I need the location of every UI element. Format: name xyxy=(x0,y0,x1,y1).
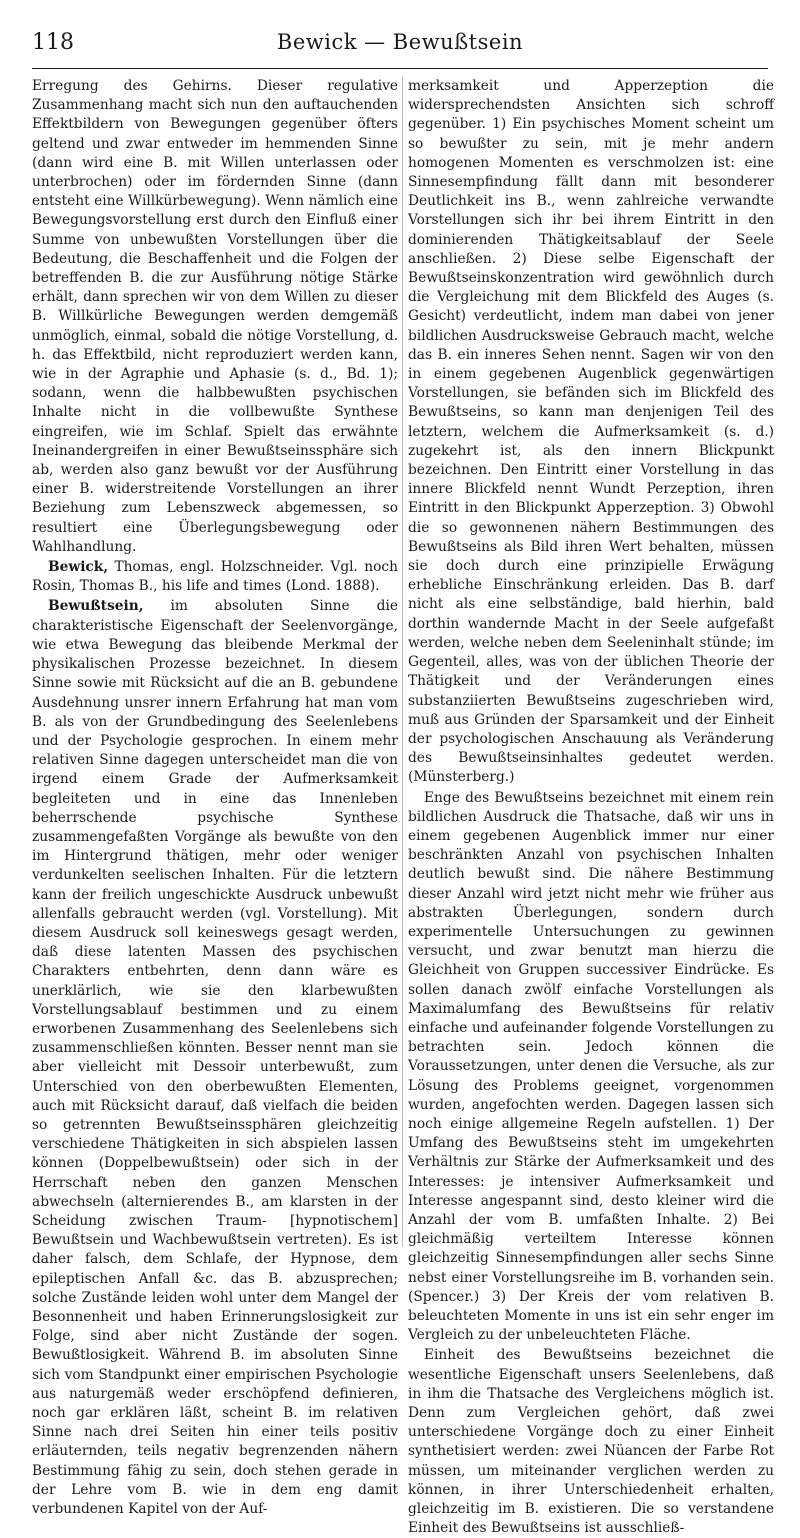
entry-bewick xyxy=(32,558,398,596)
headword: Bewick, xyxy=(48,559,109,576)
entry-bewusstsein xyxy=(32,597,398,1519)
left-column xyxy=(32,77,398,1518)
paragraph: Erregung des Gehirns. Dieser regulative Zusammenhang macht sich nun den auftauchenden Effektbildern von Bewegungen gegenüber öfters geltend und zwar entweder im hemmenden Sinne (dann wird eine B. mit Willen unterlassen oder unterbrochen) oder im fördernden Sinne (dann entsteht eine Willkürbewegung). Wenn nämlich eine Bewegungsvorstellung erst durch den Einfluß einer Summe von unbewußten Vorstellungen über die Bedeutung, die Beschaffenheit und die Folgen der betreffenden B. die zur Ausführung nötige Stärke erhält, dann sprechen wir von dem Willen zu dieser B. Willkürliche Bewegungen werden demgemäß unmöglich, einmal, sobald die nötige Vorstellung, d. h. das Effektbild, nicht reproduziert werden kann, wie in der Agraphie und Aphasie (s. d., Bd. 1); sodann, wenn die halbbewußten psychischen Inhalte nicht in die vollbewußte Synthese eingreifen, wie im Schlaf. Spielt das erwähnte Ineinandergreifen in einer Bewußtseinssphäre sich ab, werden also ganz bewußt vor der Ausführung einer B. widerstreitende Vorstellungen an ihrer Beziehung zum Lebenszweck abgemessen, so resultiert eine Überlegungsbewegung oder Wahlhandlung. xyxy=(32,78,398,555)
headword: Bewußtsein, xyxy=(48,598,144,615)
entry-text: im absoluten Sinne die charakteristische Eigenschaft der Seelenvorgänge, wie etwa Bewegung das bleibende Merkmal der physikalischen Prozesse bezeichnet. In diesem Sinne sowie mit Rücksicht auf die an B. gebundene Ausdehnung unsrer innern Erfahrung hat man vom B. als von der Grundbedingung des Seelenlebens und der Psychologie gesprochen. In einem mehr relativen Sinne dagegen unterscheidet man die von irgend einem Grade der Aufmerksamkeit begleiteten und in eine das Innenleben beherrschende psychische Synthese zusammengefaßten Vorgänge als bewußte von den im Hintergrund thätigen, mehr oder weniger verdunkelten seelischen Inhalten. Für die letztern kann der freilich ungeschickte Ausdruck unbewußt allenfalls gebraucht werden (vgl. Vorstellung). Mit diesem Ausdruck soll keineswegs gesagt werden, daß diese latenten Massen des psychischen Charakters entbehrten, denn dann wäre es unerklärlich, wie sie den klarbewußten Vorstellungsablauf bestimmen und zu einem erworbenen Zusammenhang des Seelenlebens sich zusammenschließen könnten. Besser nennt man sie aber vielleicht mit Dessoir unterbewußt, zum Unterschied von den oberbewußten Elementen, auch mit Rücksicht darauf, daß vielfach die beiden so getrennten Bewußtseinssphären gleichzeitig verschiedene Thätigkeiten in sich abspielen lassen können (Doppelbewußtsein) oder sich in der Herrschaft neben den ganzen Menschen abwechseln (alternierendes B., am klarsten in der Scheidung zwischen Traum- [hypnotischem] Bewußtsein und Wachbewußtsein vertreten). Es ist daher falsch, dem Schlafe, der Hypnose, dem epileptischen Anfall &c. das B. abzusprechen; solche Zustände leiden wohl unter dem Mangel der Besonnenheit und haben Erinnerungslosigkeit zur Folge, sind aber nicht Zustände der sogen. Bewußtlosigkeit. Während B. im absoluten Sinne sich vom Standpunkt einer empirischen Psychologie aus naturgemäß weder erschöpfend definieren, noch gar erklären läßt, scheint B. im relativen Sinne nach drei Seiten hin einer teils positiv erläuternden, teils negativ begrenzenden nähern Bestimmung fähig zu sein, doch stehen gerade in der Lehre vom B. wie in dem eng damit verbundenen Kapitel von der Auf- xyxy=(32,598,398,1518)
page-number: 118 xyxy=(32,30,74,55)
running-head: Bewick — Bewußtsein xyxy=(276,30,524,54)
paragraph: Enge des Bewußtseins bezeichnet mit einem rein bildlichen Ausdruck die Thatsache, daß wir uns in einem gegebenen Augenblick immer nur einer beschränkten Anzahl von psychischen Inhalten deutlich bewußt sind. Die nähere Bestimmung dieser Anzahl wird jetzt nicht mehr wie früher aus abstrakten Überlegungen, sondern durch experimentelle Untersuchungen zu gewinnen versucht, und zwar benutzt man hierzu die Gleichheit von Gruppen successiver Eindrücke. Es sollen danach zwölf einfache Vorstellungen als Maximalumfang des Bewußtseins für relativ einfache und aufeinander folgende Vorstellungen zu betrachten sein. Jedoch können die Voraussetzungen, unter denen die Versuche, als zur Lösung des Problems geeignet, vorgenommen wurden, angefochten werden. Dagegen lassen sich noch einige allgemeine Regeln aufstellen. 1) Der Umfang des Bewußtseins steht im umgekehrten Verhältnis zur Stärke der Aufmerksamkeit und des Interesses: je intensiver Aufmerksamkeit und Interesse angespannt sind, desto kleiner wird die Anzahl der vom B. umfaßten Inhalte. 2) Bei gleichmäßig verteiltem Interesse können gleichzeitig Sinnesempfindungen aller sechs Sinne nebst einer Vorstellungsreihe im B. vorhanden sein. (Spencer.) 3) Der Kreis der vom relativen B. beleuchteten Momente in uns ist ein sehr enger im Vergleich zu der unbeleuchteten Fläche. xyxy=(408,789,774,1344)
header-rule xyxy=(32,68,768,69)
page-header xyxy=(32,30,768,70)
entry-text: Thomas, engl. Holzschneider. Vgl. noch Rosin, Thomas B., his life and times (Lond. 1888). xyxy=(32,559,398,595)
column-divider xyxy=(402,77,403,1247)
paragraph: merksamkeit und Apperzeption die widersprechendsten Ansichten sich schroff gegenüber. 1) Ein psychisches Moment scheint um so bewußter zu sein, mit je mehr andern homogenen Momenten es verschmolzen ist: eine Sinnesempfindung fällt dann mit besonderer Deutlichkeit ins B., wenn zahlreiche verwandte Vorstellungen sich ihr bei ihrem Eintritt in den dominierenden Thätigkeitsablauf der Seele anschließen. 2) Diese selbe Eigenschaft der Bewußtseinskonzentration wird gewöhnlich durch die Vergleichung mit dem Blickfeld des Auges (s. Gesicht) verdeutlicht, indem man dabei von jener bildlichen Ausdrucksweise Gebrauch macht, welche das B. ein inneres Sehen nennt. Sagen wir von den in einem gegebenen Augenblick gegenwärtigen Vorstellungen, sie befänden sich im Blickfeld des Bewußtseins, so kann man denjenigen Teil des letztern, welchem die Aufmerksamkeit (s. d.) zugekehrt ist, als den innern Blickpunkt bezeichnen. Den Eintritt einer Vorstellung in das innere Blickfeld nennt Wundt Perzeption, ihren Eintritt in den Blickpunkt Apperzeption. 3) Obwohl die so gewonnenen nähern Bestimmungen des Bewußtseins als Bild ihren Wert behalten, müssen sie doch durch eine prinzipielle Erwägung erhebliche Einschränkung erleiden. Das B. darf nicht als eine selbständige, bald hierhin, bald dorthin wandernde Macht in der Seele aufgefaßt werden, welche neben dem Seeleninhalt stünde; im Gegenteil, alles, was von der üblichen Theorie der Thätigkeit und der Veränderungen eines substanziierten Bewußtseins zugeschrieben wird, muß aus Gründen der Sparsamkeit und der Einheit der psychologischen Anschauung als Veränderung des Bewußtseinsinhaltes gedeutet werden. (Münsterberg.) xyxy=(408,78,774,786)
paragraph: Einheit des Bewußtseins bezeichnet die wesentliche Eigenschaft unsers Seelenlebens, daß in ihm die Thatsache des Vergleichens möglich ist. Denn zum Vergleichen gehört, daß zwei unterschiedene Vorgänge doch zu einer Einheit synthetisiert werden: zwei Nüancen der Farbe Rot müssen, um miteinander verglichen werden zu können, in ihrer Unterschiedenheit erhalten, gleichzeitig im B. existieren. Die so verstandene Einheit des Bewußtseins ist ausschließ- xyxy=(408,1347,774,1537)
right-column xyxy=(408,77,774,1537)
